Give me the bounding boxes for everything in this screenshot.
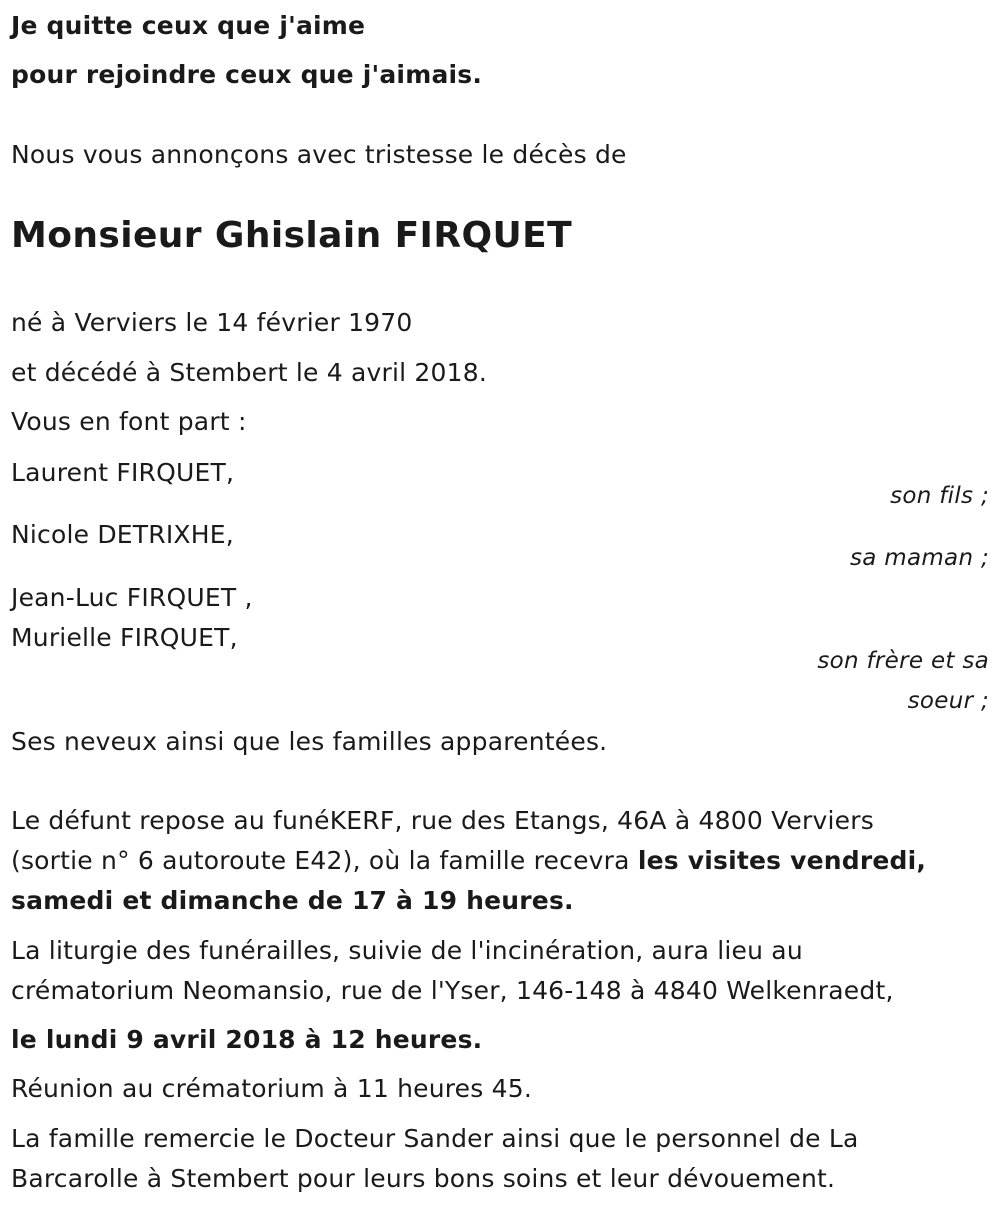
family-member-name: Laurent FIRQUET,	[11, 458, 235, 487]
family-relation: son frère et sa	[817, 648, 989, 674]
family-relation: sa maman ;	[849, 545, 989, 571]
intro-text: Nous vous annonçons avec tristesse le décès de	[11, 140, 627, 169]
repose-line-2	[11, 845, 926, 877]
liturgy-line-1: La liturgie des funérailles, suivie de l'incinération, aura lieu au	[11, 936, 803, 965]
visiting-hours-line-2: samedi et dimanche de 17 à 19 heures.	[11, 886, 574, 915]
family-relation: soeur ;	[907, 688, 989, 714]
epigraph-line-2: pour rejoindre ceux que j'aimais.	[11, 60, 483, 89]
family-member-name: Jean-Luc FIRQUET ,	[11, 583, 253, 612]
epigraph-line-1: Je quitte ceux que j'aime	[11, 11, 366, 40]
thanks-line-1: La famille remercie le Docteur Sander ainsi que le personnel de La	[11, 1124, 859, 1153]
thanks-line-2: Barcarolle à Stembert pour leurs bons soins et leur dévouement.	[11, 1164, 836, 1193]
deceased-name: Monsieur Ghislain FIRQUET	[11, 215, 573, 256]
notice-lead: Vous en font part :	[11, 407, 247, 436]
relatives-text: Ses neveux ainsi que les familles apparentées.	[11, 727, 608, 756]
visiting-hours: les visites vendredi,	[637, 846, 927, 875]
family-member-name: Murielle FIRQUET,	[11, 623, 238, 652]
family-member-name: Nicole DETRIXHE,	[11, 520, 234, 549]
ceremony-date: le lundi 9 avril 2018 à 12 heures.	[11, 1025, 483, 1054]
death-line: et décédé à Stembert le 4 avril 2018.	[11, 358, 487, 387]
birth-line: né à Verviers le 14 février 1970	[11, 308, 413, 337]
family-relation: son fils ;	[890, 483, 989, 509]
liturgy-line-2: crématorium Neomansio, rue de l'Yser, 146-148 à 4840 Welkenraedt,	[11, 976, 894, 1005]
repose-text: (sortie n° 6 autoroute E42), où la famille recevra	[11, 846, 638, 875]
repose-line-1: Le défunt repose au funéKERF, rue des Etangs, 46A à 4800 Verviers	[11, 806, 874, 835]
meeting-text: Réunion au crématorium à 11 heures 45.	[11, 1074, 532, 1103]
